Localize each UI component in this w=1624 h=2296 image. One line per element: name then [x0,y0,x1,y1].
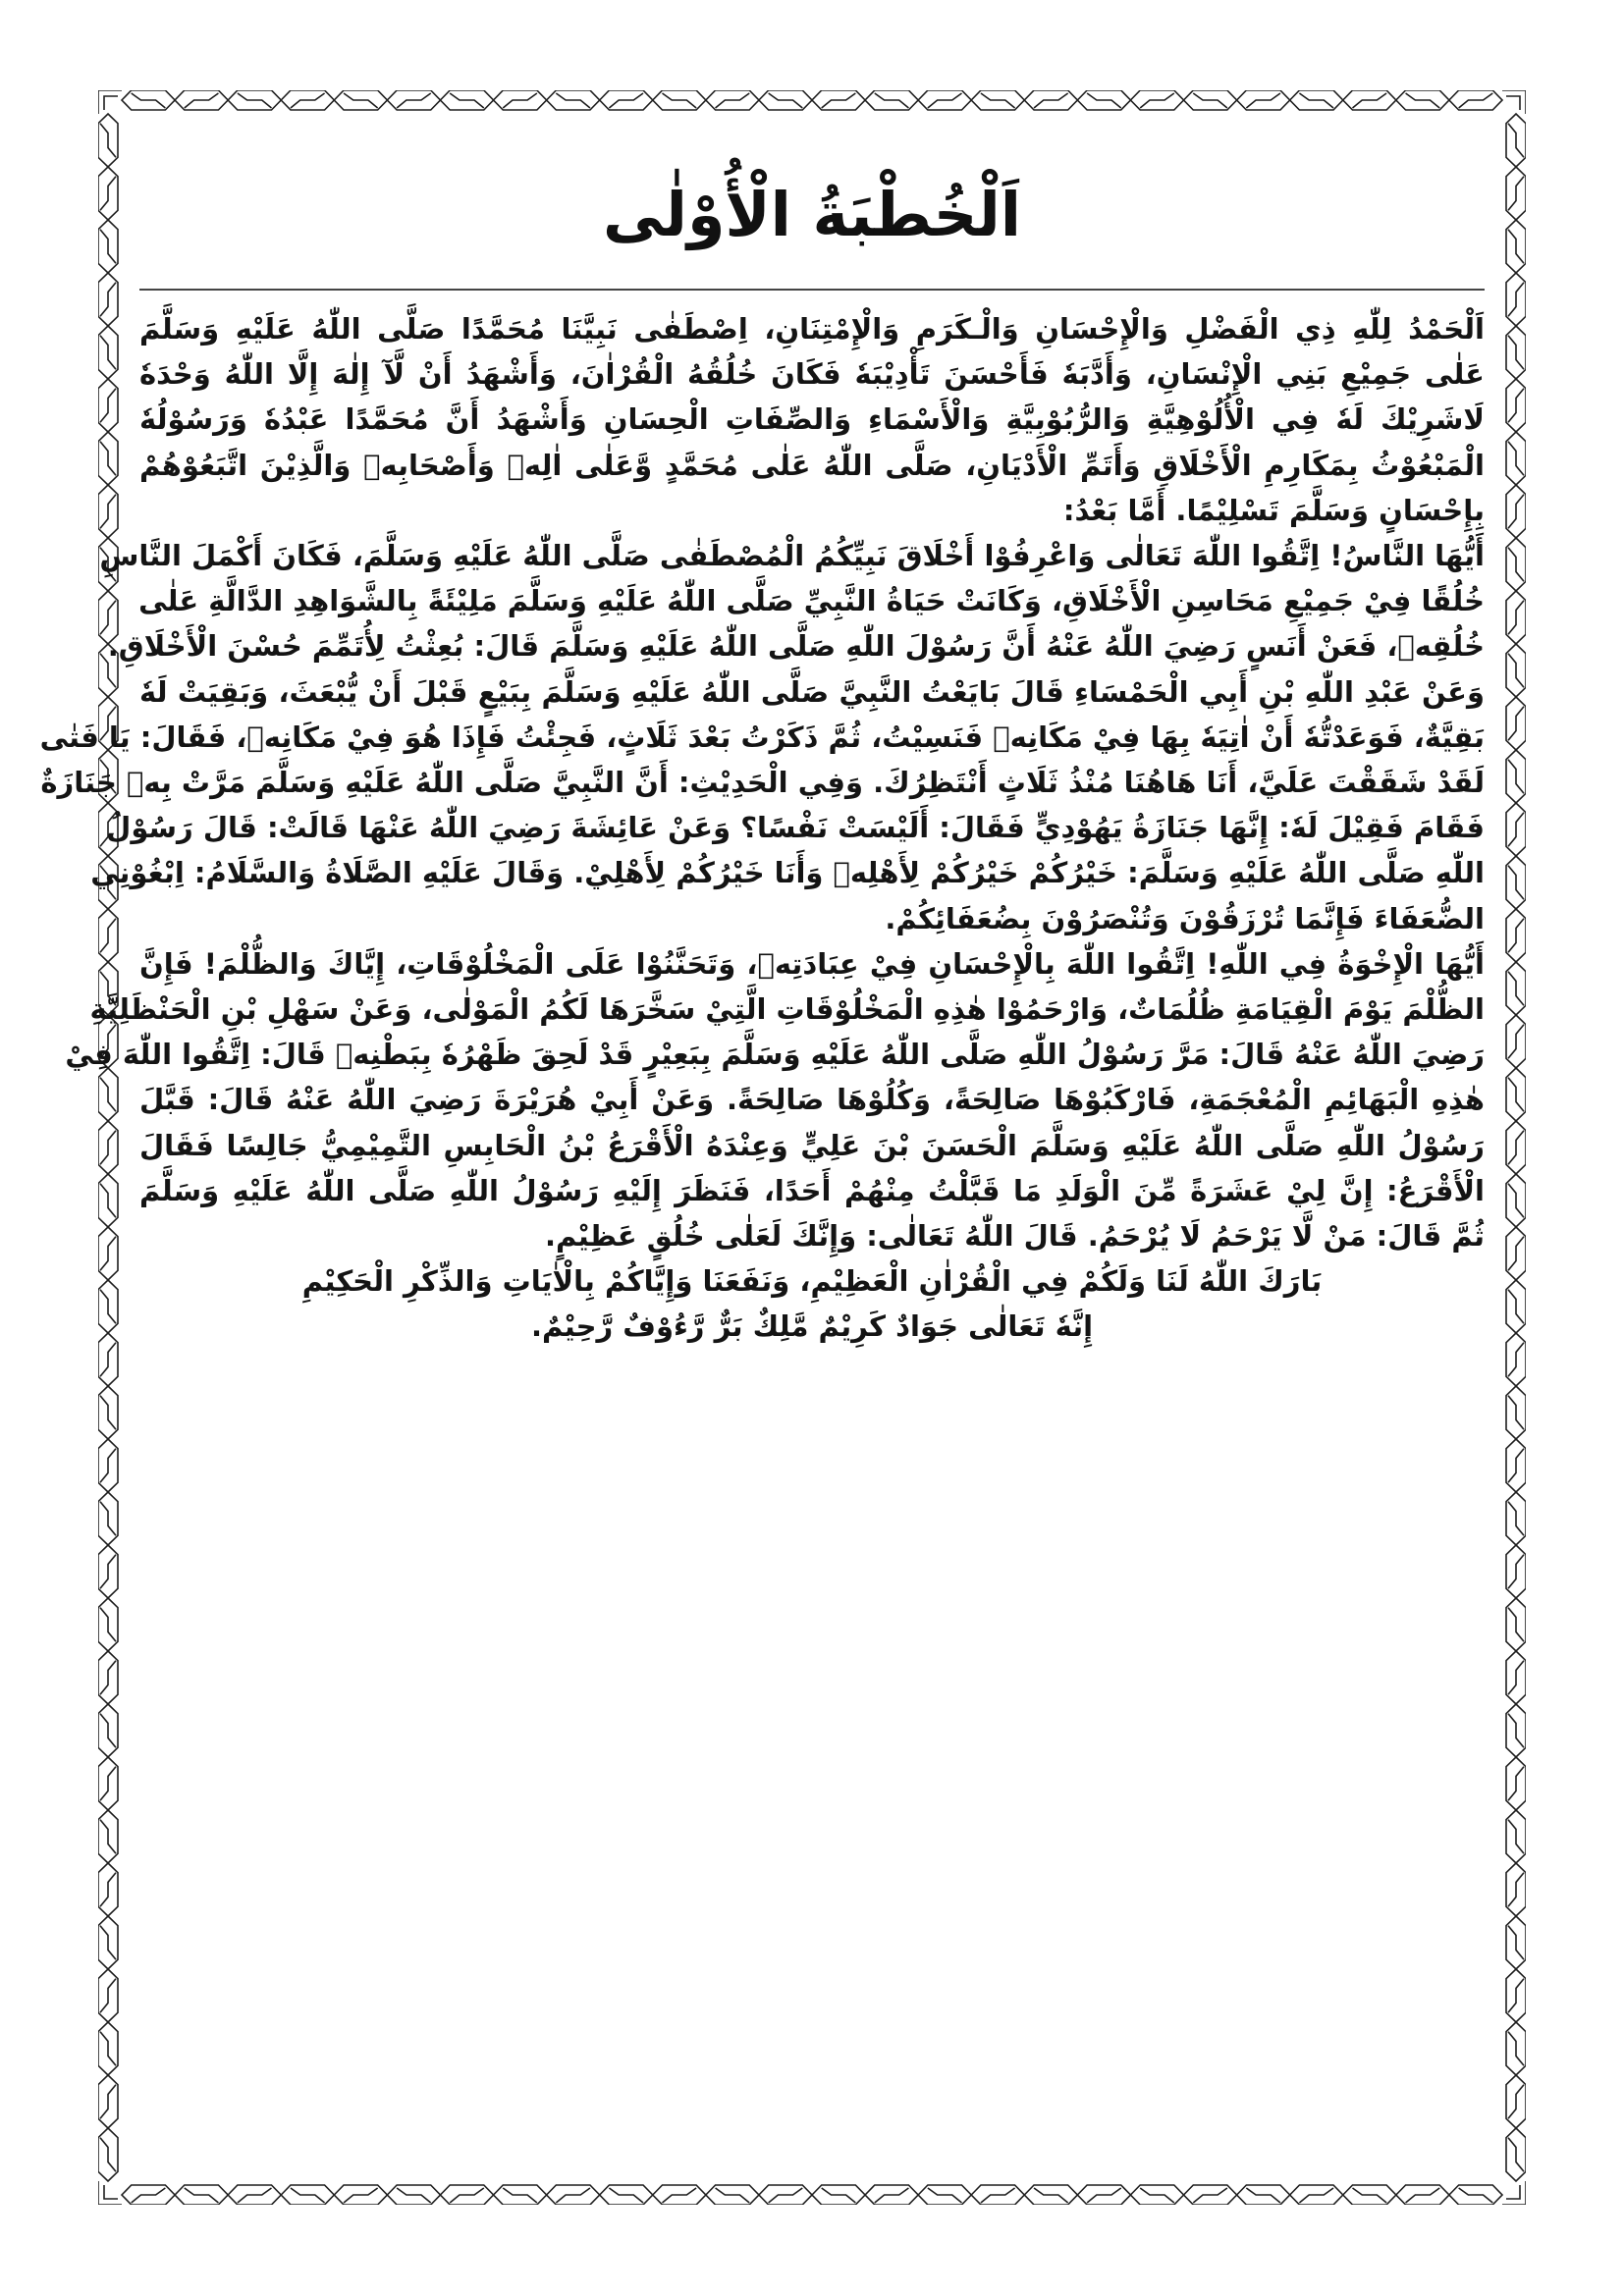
border-link-inner [503,93,537,108]
border-link-inner [100,1396,116,1430]
text-line: خُلُقًا فِيْ جَمِيْعِ مَحَاسِنِ الْأَخْلَاقِ، وَكَانَتْ حَيَاةُ النَّبِيِّ صَلَّى اللّٰهُ عَلَيْهِ وَسَلَّمَ مَلِيْئَةً بِالشَّوَاهِدِ الدَّالَّةِ عَلٰى [138,584,1485,618]
text-line: خُلُقِهٖ، فَعَنْ أَنَسٍ رَضِيَ اللّٰهُ عَنْهُ أَنَّ رَسُوْلَ اللّٰهِ صَلَّى اللّٰهُ عَلَيْهِ وَسَلَّمَ قَالَ: بُعِثْتُ لِأُتَمِّمَ حُسْنَ الْأَخْلَاقِ. [107,629,1485,664]
border-link-inner [185,93,219,108]
text-line: بِإِحْسَانٍ وَسَلَّمَ تَسْلِيْمًا. أَمَّا بَعْدُ: [1062,493,1485,527]
border-link-inner [609,2188,643,2203]
text-line: هٰذِهِ الْبَهَائِمِ الْمُعْجَمَةِ، فَارْكَبُوْهَا صَالِحَةً، وَكُلُوْهَا صَالِحَةً. وَعَنْ أَبِيْ هُرَيْرَةَ رَضِيَ اللّٰهُ عَنْهُ قَالَ: قَبَّلَ [139,1083,1485,1117]
border-corner [1502,90,1526,114]
border-link-inner [1299,2188,1333,2203]
border-link-inner [100,2138,116,2172]
border-link-inner [1508,1820,1524,1854]
text-line: اَلْحَمْدُ لِلّٰهِ ذِي الْفَضْلِ وَالْإِحْسَانِ وَالْـكَرَمِ وَالْإِمْتِنَانِ، اِصْطَفٰى نَبِيَّنَا مُحَمَّدًا صَلَّى اللّٰهُ عَلَيْهِ وَسَلَّمَ [139,312,1485,346]
khutbah-page [39,157,1485,2179]
border-link-inner [100,336,116,370]
border-link-inner [100,389,116,423]
border-corner [1502,2181,1526,2205]
border-link-inner [291,2188,325,2203]
border-link-inner [1406,2188,1440,2203]
border-link-inner [238,2188,272,2203]
border-link-inner [100,1767,116,1801]
border-link-inner [1353,93,1387,108]
border-link-inner [1508,1131,1524,1165]
border-link-inner [981,93,1015,108]
border-link-inner [1508,1661,1524,1695]
text-line: وَعَنْ عَبْدِ اللّٰهِ بْنِ أَبِي الْحَمْسَاءِ قَالَ بَايَعْتُ النَّبِيَّ صَلَّى اللّٰهُ عَلَيْهِ وَسَلَّمَ بِبَيْعٍ قَبْلَ أَنْ يُّبْعَثَ، وَبَقِيَتْ لَهٗ [139,674,1485,709]
text-line: رَسُوْلُ اللّٰهِ صَلَّى اللّٰهُ عَلَيْهِ وَسَلَّمَ الْحَسَنَ بْنَ عَلِيٍّ وَعِنْدَهُ الْأَقْرَعُ بْنُ الْحَابِسِ التَّمِيْمِيُّ جَالِسًا فَقَالَ [139,1128,1485,1162]
border-link-inner [100,1661,116,1695]
border-link-inner [1508,760,1524,794]
border-link-inner [100,1979,116,2013]
text-line: الضُّعَفَاءَ فَإِنَّمَا تُرْزَقُوْنَ وَتُنْصَرُوْنَ بِضُعَفَائِكُمْ. [885,901,1485,935]
closing-dua [139,1258,1485,1349]
border-link-inner [1508,283,1524,317]
border-link-inner [1508,1555,1524,1589]
border-link-inner [100,2032,116,2066]
border-link-inner [344,93,378,108]
border-link-inner [1353,2188,1387,2203]
border-link-inner [1508,1767,1524,1801]
text-line: لَقَدْ شَقَقْتَ عَلَيَّ، أَنَا هَاهُنَا مُنْذُ ثَلَاثٍ أَنْتَظِرُكَ. وَفِي الْحَدِيْثِ: أَنَّ النَّبِيَّ صَلَّى اللّٰهُ عَلَيْهِ وَسَلَّمَ مَرَّتْ بِهٖ جَنَازَةٌ [40,766,1485,800]
border-link-inner [1246,2188,1280,2203]
closing-line: إِنَّهٗ تَعَالٰى جَوَادٌ كَرِيْمٌ مَّلِكٌ بَرٌّ رَّءُوْفٌ رَّحِيْمٌ. [530,1309,1094,1344]
border-link-inner [100,1449,116,1483]
border-link-inner [1508,601,1524,635]
border-link-inner [100,1237,116,1271]
border-link-inner [822,2188,856,2203]
border-link-inner [1193,2188,1227,2203]
text-line: ثُمَّ قَالَ: مَنْ لَّا يَرْحَمُ لَا يُرْحَمُ. قَالَ اللّٰهُ تَعَالٰى: وَإِنَّكَ لَعَلٰى خُلُقٍ عَظِيْمٍ. [544,1219,1485,1254]
border-link-inner [1087,93,1121,108]
text-line: فَقَامَ فَقِيْلَ لَهٗ: إِنَّهَا جَنَازَةُ يَهُوْدِيٍّ فَقَالَ: أَلَيْسَتْ نَفْسًا؟ وَعَنْ عَائِشَةَ رَضِيَ اللّٰهُ عَنْهَا قَالَتْ: قَالَ رَسُوْلُ [106,811,1485,845]
border-link-inner [1034,2188,1068,2203]
border-link-inner [100,1343,116,1377]
border-link-inner [100,1926,116,1960]
border-link-inner [1508,1396,1524,1430]
border-link-inner [100,124,116,158]
border-link-inner [100,1820,116,1854]
border-link-inner [1508,124,1524,158]
border-link-inner [503,2188,537,2203]
border-link-inner [100,1078,116,1112]
border-link-inner [100,919,116,953]
border-link-inner [1193,93,1227,108]
border-link-inner [769,2188,803,2203]
text-line: الْمَبْعُوْثُ بِمَكَارِمِ الْأَخْلَاقِ وَأَتَمِّ الْأَدْيَانِ، صَلَّى اللّٰهُ عَلٰى مُحَمَّدٍ وَّعَلٰى اٰلِهٖ وَأَصْحَابِهٖ وَالَّذِيْنَ اتَّبَعُوْهُمْ [139,448,1485,482]
border-link-inner [822,93,856,108]
border-link-inner [100,2085,116,2119]
text-line: الظُّلْمَ يَوْمَ الْقِيَامَةِ ظُلُمَاتٌ، وَارْحَمُوْا هٰذِهِ الْمَخْلُوْقَاتِ الَّتِيْ سَخَّرَهَا لَكُمُ الْمَوْلٰى، وَعَنْ سَهْلِ بْنِ الْحَنْظَلِيَّةِ [89,992,1485,1027]
border-link-inner [100,1184,116,1218]
border-link-inner [238,93,272,108]
border-link-inner [344,2188,378,2203]
border-link-inner [1508,654,1524,688]
khutbah-body [39,306,1485,1258]
text-line: عَلٰى جَمِيْعِ بَنِي الْإِنْسَانِ، وَأَدَّبَهٗ فَأَحْسَنَ تَأْدِيْبَهٗ فَكَانَ خُلُقُهُ الْقُرْاٰنَ، وَأَشْهَدُ أَنْ لَّآ إِلٰهَ إِلَّا اللّٰهُ وَحْدَهٗ [139,357,1485,392]
border-link-inner [1508,1290,1524,1324]
paragraph-mercy [65,941,1485,1258]
text-line: أَيُّهَا الْإِخْوَةُ فِي اللّٰهِ! اِتَّقُوا اللّٰهَ بِالْإِحْسَانِ فِيْ عِبَادَتِهٖ، وَتَحَنَّنُوْا عَلَى الْمَخْلُوْقَاتِ، إِيَّاكَ وَالظُّلْمَ! فَإِنَّ [139,946,1485,981]
border-link-inner [132,2188,166,2203]
title-divider [139,289,1485,291]
border-link-inner [100,1131,116,1165]
border-link-inner [556,2188,590,2203]
border-link-inner [100,1608,116,1642]
border-link-inner [1508,1184,1524,1218]
text-line: أَيُّهَا النَّاسُ! اِتَّقُوا اللّٰهَ تَعَالٰى وَاعْرِفُوْا أَخْلَاقَ نَبِيِّكُمُ الْمُصْطَفٰى صَلَّى اللّٰهُ عَلَيْهِ وَسَلَّمَ، فَكَانَ أَكْمَلَ النَّاسِ [99,539,1485,573]
border-link-inner [1508,1608,1524,1642]
border-link-inner [100,177,116,211]
border-link-inner [291,93,325,108]
border-link-inner [397,2188,431,2203]
border-link-inner [1508,866,1524,900]
text-line: لَاشَرِيْكَ لَهٗ فِي الْأُلُوْهِيَّةِ وَالرُّبُوْبِيَّةِ وَالْأَسْمَاءِ وَالصِّفَاتِ الْحِسَانِ وَأَشْهَدُ أَنَّ مُحَمَّدًا عَبْدُهٗ وَرَسُوْلُهٗ [139,402,1485,437]
border-link-inner [100,1714,116,1748]
border-link-inner [1508,1502,1524,1536]
border-link-inner [1508,1078,1524,1112]
border-link-inner [100,283,116,317]
border-link-inner [100,230,116,264]
border-corner [98,90,122,114]
border-link-inner [100,1290,116,1324]
border-link-inner [1508,336,1524,370]
border-link-inner [1508,2138,1524,2172]
border-link-inner [100,495,116,529]
border-link-inner [1508,1237,1524,1271]
border-link-inner [663,2188,697,2203]
border-link-inner [663,93,697,108]
border-link-inner [1406,93,1440,108]
border-link-inner [716,2188,750,2203]
border-link-inner [1508,230,1524,264]
border-link-inner [1508,972,1524,1006]
border-link-inner [875,93,909,108]
paragraph-opening [139,306,1485,533]
border-link-inner [1034,93,1068,108]
border-link-inner [132,93,166,108]
text-line: الْأَقْرَعُ: إِنَّ لِيْ عَشَرَةً مِّنَ الْوَلَدِ مَا قَبَّلْتُ مِنْهُمْ أَحَدًا، فَنَظَرَ إِلَيْهِ رَسُوْلُ اللّٰهِ صَلَّى اللّٰهُ عَلَيْهِ وَسَلَّمَ [139,1173,1485,1207]
border-link-inner [100,442,116,476]
border-link-inner [1508,707,1524,741]
border-link-inner [100,1555,116,1589]
border-link-inner [928,93,962,108]
border-link-inner [556,93,590,108]
border-link-inner [1508,548,1524,582]
closing-line: بَارَكَ اللّٰهُ لَنَا وَلَكُمْ فِي الْقُرْاٰنِ الْعَظِيْمِ، وَنَفَعَنَا وَإِيَّاكُمْ بِالْاٰيَاتِ وَالذِّكْرِ الْحَكِيْمِ [301,1264,1323,1299]
border-link-inner [1508,389,1524,423]
border-link-inner [875,2188,909,2203]
border-link-inner [1508,919,1524,953]
border-link-inner [1140,93,1174,108]
border-link-inner [1508,1025,1524,1059]
border-link-inner [185,2188,219,2203]
border-link-inner [1299,93,1333,108]
border-link-inner [1508,2032,1524,2066]
border-link-inner [1508,1979,1524,2013]
paragraph-character [39,533,1485,941]
border-link-inner [1508,1449,1524,1483]
border-link-inner [397,93,431,108]
border-link-inner [1140,2188,1174,2203]
border-link-inner [1087,2188,1121,2203]
border-link-inner [1508,1343,1524,1377]
border-link-inner [100,1873,116,1907]
border-link-inner [100,1502,116,1536]
border-link-inner [928,2188,962,2203]
border-link-inner [1459,93,1493,108]
border-link-inner [450,93,484,108]
border-corner [98,2181,122,2205]
border-link-inner [1508,1926,1524,1960]
border-link-inner [1459,2188,1493,2203]
border-link-inner [1508,177,1524,211]
border-link-inner [981,2188,1015,2203]
border-link-inner [1508,1873,1524,1907]
border-link-inner [1508,2085,1524,2119]
border-link-inner [1246,93,1280,108]
border-link-inner [716,93,750,108]
border-link-inner [1508,442,1524,476]
border-link-inner [1508,495,1524,529]
border-link-inner [450,2188,484,2203]
border-link-inner [769,93,803,108]
page-title: اَلْخُطْبَةُ الْأُوْلٰى [602,179,1022,250]
text-line: رَضِيَ اللّٰهُ عَنْهُ قَالَ: مَرَّ رَسُوْلُ اللّٰهِ صَلَّى اللّٰهُ عَلَيْهِ وَسَلَّمَ بِبَعِيْرٍ قَدْ لَحِقَ ظَهْرُهٗ بِبَطْنِهٖ قَالَ: اِتَّقُوا اللّٰهَ فِيْ [65,1038,1485,1072]
border-link-inner [609,93,643,108]
text-line: اللّٰهِ صَلَّى اللّٰهُ عَلَيْهِ وَسَلَّمَ: خَيْرُكُمْ خَيْرُكُمْ لِأَهْلِهٖ وَأَنَا خَيْرُكُمْ لِأَهْلِيْ. وَقَالَ عَلَيْهِ الصَّلَاةُ وَالسَّلَامُ: اِبْغُوْنِي [90,856,1485,890]
border-link-inner [1508,1714,1524,1748]
border-link-inner [1508,813,1524,847]
text-line: بَقِيَّةٌ، فَوَعَدْتُّهٗ أَنْ اٰتِيَهٗ بِهَا فِيْ مَكَانِهٖ فَنَسِيْتُ، ثُمَّ ذَكَرْتُ بَعْدَ ثَلَاثٍ، فَجِئْتُ فَإِذَا هُوَ فِيْ مَكَانِهٖ، فَقَالَ: يَا فَتٰى [39,720,1485,754]
